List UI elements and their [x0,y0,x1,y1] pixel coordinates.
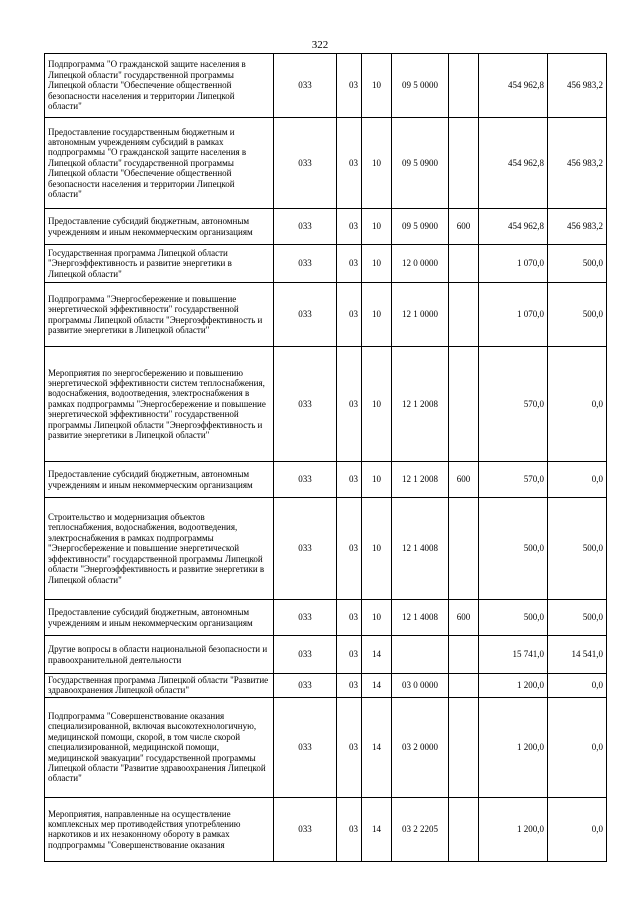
row-amount-year2: 500,0 [548,600,607,636]
row-section-code: 03 [337,797,362,861]
row-ministry-code: 033 [274,674,337,698]
row-amount-year1: 1 070,0 [479,283,548,347]
row-target-article-code: 12 1 2008 [392,462,449,498]
row-description: Предоставление субсидий бюджетным, автономным учреждениям и иным некоммерческим организациям [45,209,274,245]
row-subsection-code: 10 [362,245,392,283]
row-subsection-code: 14 [362,797,392,861]
row-amount-year1: 570,0 [479,462,548,498]
row-description: Подпрограмма "Энергосбережение и повышение энергетической эффективности" государственной программы Липецкой области "Энергоэффективность и развитие энергетики в Липецкой области" [45,283,274,347]
row-expense-type-code [449,347,479,462]
page-number: 322 [311,39,329,51]
row-subsection-code: 10 [362,209,392,245]
row-ministry-code: 033 [274,54,337,118]
row-amount-year2: 500,0 [548,498,607,600]
row-amount-year1: 454 962,8 [479,209,548,245]
table-row [45,498,607,600]
row-description: Мероприятия по энергосбережению и повышению энергетической эффективности систем теплоснабжения, водоснабжения, водоотведения, электроснабжения в рамках подпрограммы "Энергосбережение и повышение энергетической эффективности" государственной программы Липецкой области "Энергоэффективность и развитие энергетики в Липецкой области" [45,347,274,462]
row-section-code: 03 [337,674,362,698]
row-expense-type-code: 600 [449,462,479,498]
table-row [45,636,607,674]
row-amount-year2: 0,0 [548,674,607,698]
row-amount-year2: 500,0 [548,245,607,283]
row-description: Предоставление государственным бюджетным и автономным учреждениям субсидий в рамках подпрограммы "О гражданской защите населения в Липецкой области" государственной программы Липецкой области "Обеспечение общественной безопасности населения и территории Липецкой области" [45,118,274,209]
row-expense-type-code [449,245,479,283]
row-subsection-code: 10 [362,118,392,209]
row-amount-year1: 454 962,8 [479,54,548,118]
row-ministry-code: 033 [274,636,337,674]
row-amount-year2: 0,0 [548,347,607,462]
row-expense-type-code [449,54,479,118]
table-row [45,347,607,462]
row-subsection-code: 10 [362,462,392,498]
row-expense-type-code [449,636,479,674]
row-description: Строительство и модернизация объектов теплоснабжения, водоснабжения, водоотведения, электроснабжения в рамках подпрограммы "Энергосбережение и повышение энергетической эффективности" государственной программы Липецкой области "Энергоэффективность и развитие энергетики в Липецкой области" [45,498,274,600]
row-description: Предоставление субсидий бюджетным, автономным учреждениям и иным некоммерческим организациям [45,600,274,636]
row-ministry-code: 033 [274,462,337,498]
row-expense-type-code [449,797,479,861]
row-amount-year2: 14 541,0 [548,636,607,674]
row-amount-year2: 0,0 [548,462,607,498]
row-ministry-code: 033 [274,347,337,462]
table-row [45,462,607,498]
row-section-code: 03 [337,600,362,636]
row-amount-year1: 1 200,0 [479,674,548,698]
row-target-article-code: 12 1 4008 [392,498,449,600]
row-amount-year1: 1 200,0 [479,797,548,861]
budget-table [44,53,607,862]
row-section-code: 03 [337,636,362,674]
row-target-article-code: 12 1 2008 [392,347,449,462]
row-amount-year2: 456 983,2 [548,209,607,245]
row-ministry-code: 033 [274,118,337,209]
row-description: Подпрограмма "Совершенствование оказания специализированной, включая высокотехнологичную, медицинской помощи, скорой, в том числе скорой специализированной, медицинской помощи, медицинской эвакуации" государственной программы Липецкой области "Развитие здравоохранения Липецкой области" [45,697,274,797]
row-subsection-code: 10 [362,498,392,600]
row-amount-year1: 500,0 [479,600,548,636]
table-row [45,283,607,347]
row-description: Государственная программа Липецкой области "Энергоэффективность и развитие энергетики в Липецкой области" [45,245,274,283]
row-section-code: 03 [337,697,362,797]
row-subsection-code: 10 [362,283,392,347]
row-ministry-code: 033 [274,498,337,600]
row-target-article-code: 03 2 2205 [392,797,449,861]
table-row [45,54,607,118]
row-ministry-code: 033 [274,797,337,861]
row-amount-year1: 15 741,0 [479,636,548,674]
row-section-code: 03 [337,498,362,600]
row-target-article-code [392,636,449,674]
row-amount-year2: 456 983,2 [548,118,607,209]
row-target-article-code: 12 1 4008 [392,600,449,636]
row-section-code: 03 [337,283,362,347]
row-description: Другие вопросы в области национальной безопасности и правоохранительной деятельности [45,636,274,674]
row-section-code: 03 [337,54,362,118]
row-section-code: 03 [337,462,362,498]
row-target-article-code: 12 1 0000 [392,283,449,347]
table-row [45,245,607,283]
row-ministry-code: 033 [274,283,337,347]
row-expense-type-code: 600 [449,209,479,245]
row-amount-year1: 1 070,0 [479,245,548,283]
row-target-article-code: 09 5 0000 [392,54,449,118]
row-subsection-code: 14 [362,674,392,698]
row-amount-year1: 454 962,8 [479,118,548,209]
row-amount-year2: 500,0 [548,283,607,347]
row-amount-year2: 0,0 [548,697,607,797]
table-row [45,797,607,861]
row-expense-type-code [449,498,479,600]
row-target-article-code: 09 5 0900 [392,118,449,209]
row-ministry-code: 033 [274,209,337,245]
row-target-article-code: 09 5 0900 [392,209,449,245]
row-expense-type-code [449,118,479,209]
row-expense-type-code [449,697,479,797]
table-row [45,674,607,698]
row-description: Предоставление субсидий бюджетным, автономным учреждениям и иным некоммерческим организациям [45,462,274,498]
row-subsection-code: 10 [362,600,392,636]
row-ministry-code: 033 [274,697,337,797]
table-row [45,697,607,797]
row-amount-year2: 0,0 [548,797,607,861]
row-target-article-code: 03 2 0000 [392,697,449,797]
row-section-code: 03 [337,209,362,245]
row-target-article-code: 03 0 0000 [392,674,449,698]
row-description: Мероприятия, направленные на осуществление комплексных мер противодействия употреблению наркотиков и их незаконному обороту в рамках подпрограммы "Совершенствование оказания [45,797,274,861]
row-subsection-code: 14 [362,636,392,674]
row-description: Государственная программа Липецкой области "Развитие здравоохранения Липецкой области" [45,674,274,698]
row-amount-year1: 500,0 [479,498,548,600]
row-amount-year1: 1 200,0 [479,697,548,797]
row-description: Подпрограмма "О гражданской защите населения в Липецкой области" государственной программы Липецкой области "Обеспечение общественной безопасности населения и территории Липецкой области" [45,54,274,118]
row-subsection-code: 14 [362,697,392,797]
row-target-article-code: 12 0 0000 [392,245,449,283]
row-section-code: 03 [337,245,362,283]
row-expense-type-code [449,283,479,347]
row-expense-type-code: 600 [449,600,479,636]
budget-table-body [45,54,607,862]
row-ministry-code: 033 [274,600,337,636]
table-row [45,600,607,636]
row-amount-year2: 456 983,2 [548,54,607,118]
row-expense-type-code [449,674,479,698]
row-ministry-code: 033 [274,245,337,283]
table-row [45,209,607,245]
row-subsection-code: 10 [362,54,392,118]
row-section-code: 03 [337,118,362,209]
row-amount-year1: 570,0 [479,347,548,462]
row-section-code: 03 [337,347,362,462]
table-row [45,118,607,209]
row-subsection-code: 10 [362,347,392,462]
